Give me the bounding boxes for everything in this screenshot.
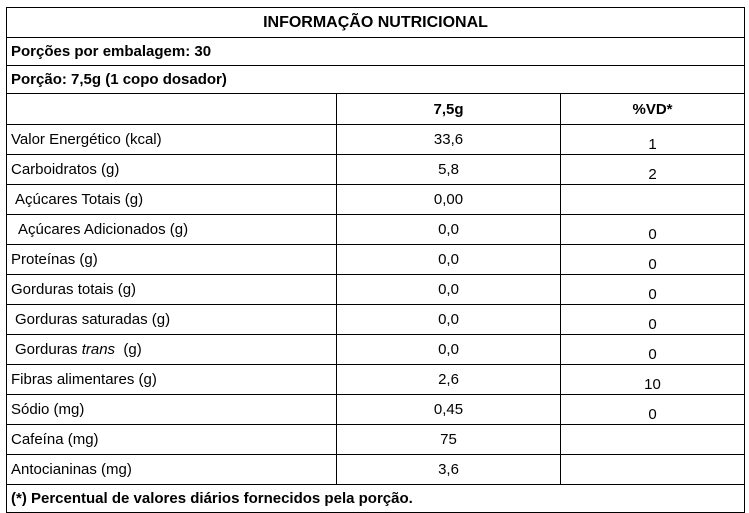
table-row (7, 305, 745, 335)
nutrient-label: Valor Energético (kcal) (7, 125, 337, 155)
nutrient-daily-value: 0 (561, 395, 745, 425)
nutrient-label: Proteínas (g) (7, 245, 337, 275)
nutrient-label: Açúcares Totais (g) (7, 185, 337, 215)
table-row (7, 455, 745, 485)
nutrient-daily-value: 2 (561, 155, 745, 185)
nutrient-label-suffix: (g) (115, 341, 142, 358)
nutrient-label: Fibras alimentares (g) (7, 365, 337, 395)
serving-size-row (7, 66, 745, 94)
nutrient-amount: 0,0 (337, 245, 561, 275)
nutrient-amount: 0,45 (337, 395, 561, 425)
nutrient-amount: 0,0 (337, 335, 561, 365)
nutrient-amount: 0,00 (337, 185, 561, 215)
nutrient-label: Sódio (mg) (7, 395, 337, 425)
table-row (7, 155, 745, 185)
column-header-nutrient (7, 94, 337, 125)
footnote: (*) Percentual de valores diários fornecidos pela porção. (7, 485, 745, 513)
nutrient-amount: 0,0 (337, 305, 561, 335)
nutrient-daily-value: 0 (561, 275, 745, 305)
nutrient-label-italic: trans (81, 341, 116, 358)
nutrient-amount: 3,6 (337, 455, 561, 485)
table-row (7, 125, 745, 155)
nutrient-label: Cafeína (mg) (7, 425, 337, 455)
nutrient-amount: 75 (337, 425, 561, 455)
table-row (7, 215, 745, 245)
nutrient-daily-value: 0 (561, 305, 745, 335)
column-header-row (7, 94, 745, 125)
table-row (7, 185, 745, 215)
serving-size: Porção: 7,5g (1 copo dosador) (7, 66, 745, 94)
nutrient-amount: 33,6 (337, 125, 561, 155)
nutrient-amount: 0,0 (337, 275, 561, 305)
nutrient-label: Açúcares Adicionados (g) (7, 215, 337, 245)
nutrient-daily-value (561, 425, 745, 455)
table-row (7, 425, 745, 455)
nutrient-label-prefix: Gorduras (15, 341, 82, 358)
nutrient-label: Gorduras saturadas (g) (7, 305, 337, 335)
nutrition-facts-panel (6, 7, 744, 513)
table-row (7, 335, 745, 365)
footnote-row (7, 485, 745, 513)
nutrient-amount: 2,6 (337, 365, 561, 395)
table-title-row (7, 8, 745, 38)
nutrient-daily-value: 0 (561, 215, 745, 245)
nutrient-daily-value: 0 (561, 245, 745, 275)
table-row (7, 395, 745, 425)
table-title: INFORMAÇÃO NUTRICIONAL (7, 8, 745, 38)
nutrient-label: Carboidratos (g) (7, 155, 337, 185)
nutrient-daily-value: 0 (561, 335, 745, 365)
nutrient-daily-value (561, 455, 745, 485)
nutrition-table (6, 7, 745, 513)
nutrient-amount: 0,0 (337, 215, 561, 245)
servings-row (7, 38, 745, 66)
nutrient-daily-value (561, 185, 745, 215)
nutrient-label: Antocianinas (mg) (7, 455, 337, 485)
nutrient-label (7, 335, 337, 365)
nutrient-daily-value: 10 (561, 365, 745, 395)
table-row (7, 365, 745, 395)
servings-per-package: Porções por embalagem: 30 (7, 38, 745, 66)
column-header-amount: 7,5g (337, 94, 561, 125)
nutrient-amount: 5,8 (337, 155, 561, 185)
table-row (7, 275, 745, 305)
nutrient-daily-value: 1 (561, 125, 745, 155)
column-header-daily-value: %VD* (561, 94, 745, 125)
table-row (7, 245, 745, 275)
nutrient-label: Gorduras totais (g) (7, 275, 337, 305)
